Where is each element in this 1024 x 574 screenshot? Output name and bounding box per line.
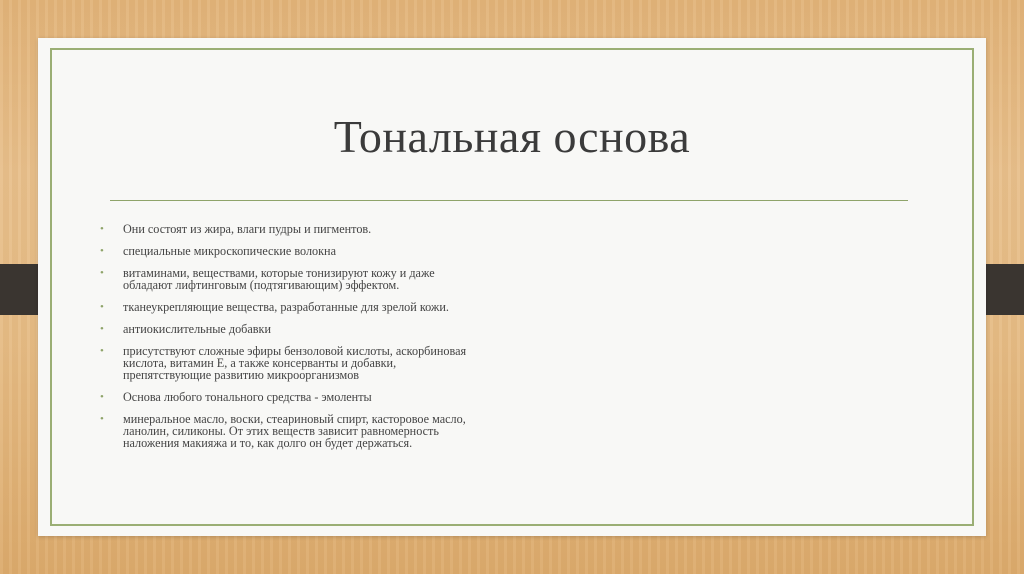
bullet-text: антиокислительные добавки	[123, 322, 271, 336]
bullet-dot-icon: •	[100, 301, 104, 313]
bullet-item	[100, 223, 480, 235]
bullet-dot-icon: •	[100, 267, 104, 279]
bullet-text: тканеукрепляющие вещества, разработанные для зрелой кожи.	[123, 300, 449, 314]
bullet-text: специальные микроскопические волокна	[123, 244, 336, 258]
title-divider	[110, 200, 908, 201]
bullet-text: витаминами, веществами, которые тонизируют кожу и даже обладают лифтинговым (подтягивающим) эффектом.	[123, 266, 435, 292]
bullet-dot-icon: •	[100, 223, 104, 235]
bullet-text: Основа любого тонального средства - эмоленты	[123, 390, 372, 404]
bullet-text: минеральное масло, воски, стеариновый спирт, касторовое масло, ланолин, силиконы. От этих веществ зависит равномерность наложения макияжа и то, как долго он будет держаться.	[123, 412, 466, 450]
bullet-text: присутствуют сложные эфиры бензоловой кислоты, аскорбиновая кислота, витамин Е, а также консерванты и добавки, препятствующие развитию микроорганизмов	[123, 344, 467, 382]
bullet-dot-icon: •	[100, 323, 104, 335]
bullet-text: Они состоят из жира, влаги пудры и пигментов.	[123, 222, 372, 236]
bullet-item	[100, 345, 480, 381]
bullet-item	[100, 391, 480, 403]
left-dark-band	[0, 264, 38, 315]
bullet-dot-icon: •	[100, 413, 104, 425]
bullet-dot-icon: •	[100, 391, 104, 403]
bullet-item	[100, 301, 480, 313]
slide-title: Тональная основа	[333, 111, 691, 162]
bullet-list	[100, 223, 480, 459]
slide-card	[38, 38, 986, 536]
bullet-item	[100, 413, 480, 449]
bullet-item	[100, 245, 480, 257]
bullet-dot-icon: •	[100, 345, 104, 357]
bullet-item	[100, 323, 480, 335]
bullet-dot-icon: •	[100, 245, 104, 257]
bullet-item	[100, 267, 480, 291]
